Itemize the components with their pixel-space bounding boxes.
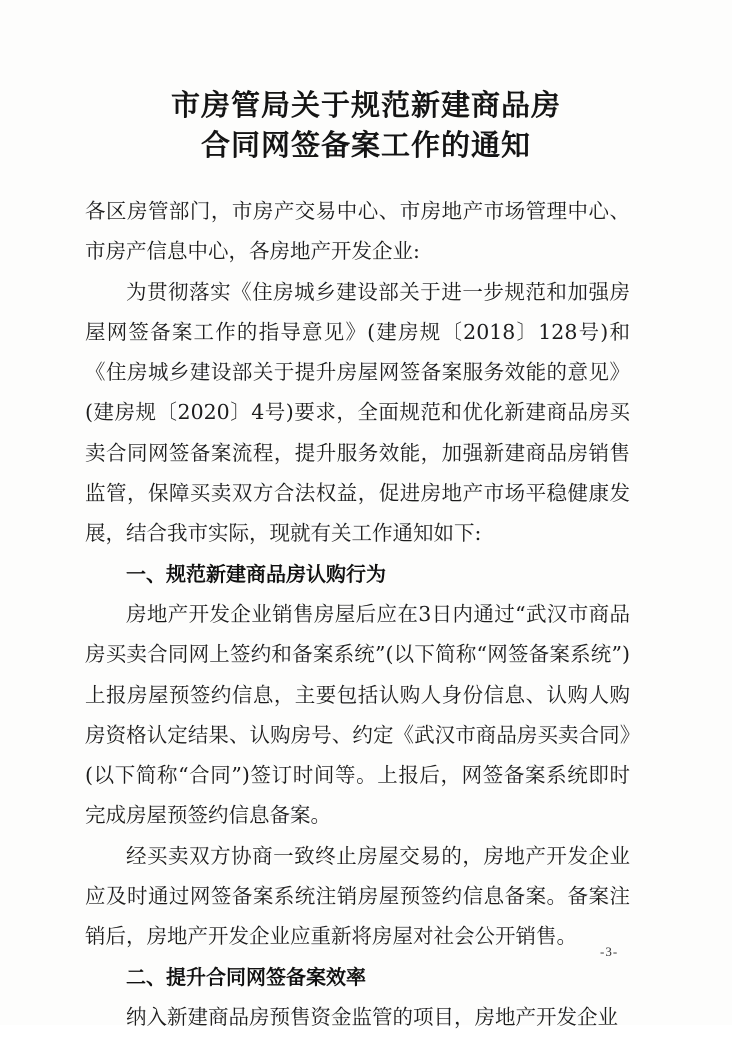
document-title-line-2: 合同网签备案工作的通知 — [200, 128, 531, 162]
intro-paragraph: 为贯彻落实《住房城乡建设部关于进一步规范和加强房屋网签备案工作的指导意见》(建房规〔2018〕128号)和《住房城乡建设部关于提升房屋网签备案服务效能的意见》(建房规〔2020〕4号)要求，全面规范和优化新建商品房买卖合同网签备案流程，提升服务效能，加强新建商品房销售监管，保障买卖双方合法权益，促进房地产市场平稳健康发展，结合我市实际，现就有关工作通知如下: — [85, 279, 630, 546]
section-1-heading: 一、规范新建商品房认购行为 — [126, 561, 386, 586]
document-title-line-1: 市房管局关于规范新建商品房 — [170, 88, 561, 122]
addressee-paragraph: 各区房管部门，市房产交易中心、市房地产市场管理中心、市房产信息中心，各房地产开发企业: — [85, 199, 630, 264]
section-1-paragraph-1: 房地产开发企业销售房屋后应在3日内通过“武汉市商品房买卖合同网上签约和备案系统”(以下简称“网签备案系统”)上报房屋预签约信息，主要包括认购人身份信息、认购人购房资格认定结果、认购房号、约定《武汉市商品房买卖合同》(以下简称“合同”)签订时间等。上报后，网签备案系统即时完成房屋预签约信息备案。 — [85, 601, 630, 828]
section-1-paragraph-2: 经买卖双方协商一致终止房屋交易的，房地产开发企业应及时通过网签备案系统注销房屋预签约信息备案。备案注销后，房地产开发企业应重新将房屋对社会公开销售。 — [85, 843, 630, 949]
page-number: -3- — [600, 944, 619, 959]
section-2-heading: 二、提升合同网签备案效率 — [126, 964, 366, 989]
section-2-paragraph-1: 纳入新建商品房预售资金监管的项目，房地产开发企业 — [126, 1004, 618, 1029]
document-body — [85, 191, 630, 1037]
